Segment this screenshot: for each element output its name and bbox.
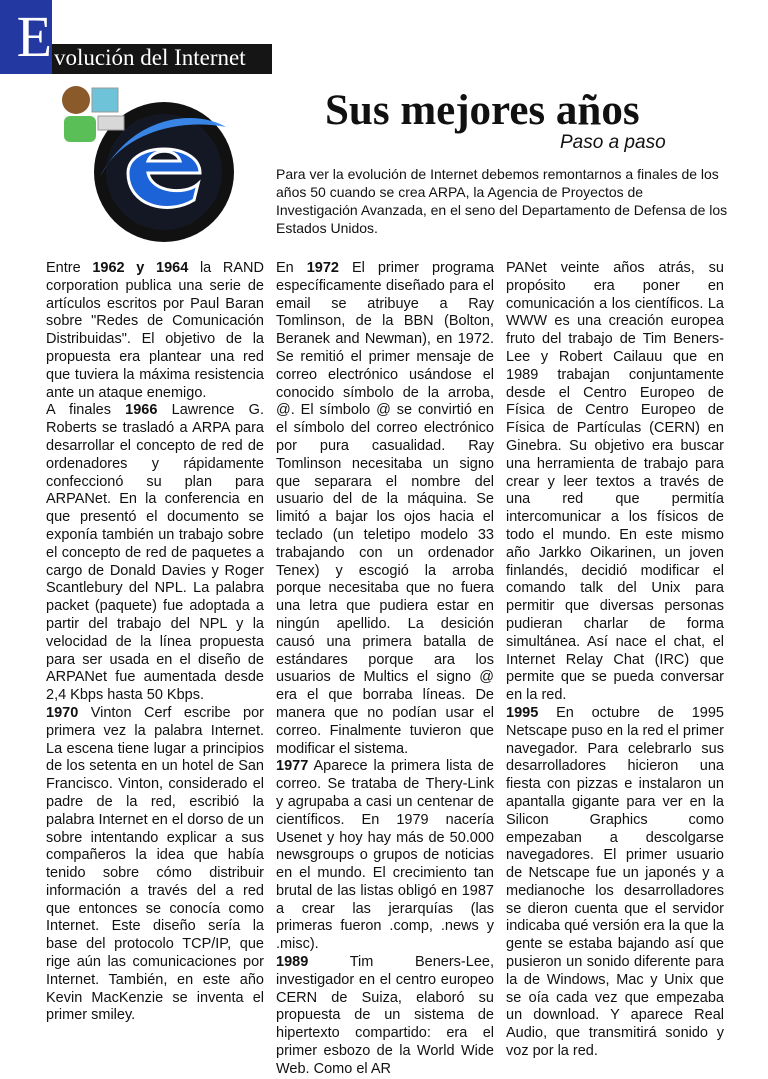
- keyboard-icon: [98, 116, 124, 130]
- kid-head-icon: [62, 86, 90, 114]
- year-1970: 1970: [46, 704, 79, 721]
- year-1977: 1977: [276, 758, 309, 775]
- year-1966: 1966: [125, 402, 158, 419]
- year-1962-1964: 1962 y 1964: [92, 260, 189, 276]
- paragraph-1962: [46, 260, 264, 402]
- paragraph-text: Lawrence G. Roberts se trasladó a ARPA para desarrollar el concepto de red de ordenadores y rápidamente confeccionó su plan para ARPANet. En la conferencia en que presentó el documento se exponía también un trabajo sobre el concepto de red de paquetes a cargo de Donald Davies y Roger Scantlebury del NPL. La palabra packet (paquete) fue adoptada a partir del trabajo del NPL y la velocidad de la línea propuesta para ser usada en el diseño de ARPANet fue aumentada desde 2,4 Kbps hasta 50 Kbps.: [46, 402, 264, 704]
- section-title: volución del Internet: [54, 45, 246, 70]
- paragraph-text: Vinton Cerf escribe por primera vez la palabra Internet. La escena tiene lugar a principios de los setenta en un hotel de San Francisco. Vinton, considerado el padre de la red, escribió la palabra Internet en el dorso de un sobre intentando explicar a sus compañeros la idea que había tenido sobre cómo distribuir información a través del a red que entonces se conocía como Internet. Este diseño sería la base del protocolo TCP/IP, que rige aún las comunicaciones por Internet. También, en este año Kevin MacKenzie se inventa el primer smiley.: [46, 704, 264, 1024]
- paragraph-text: Tim Beners-Lee, investigador en el centro europeo CERN de Suiza, elaboró su propuesta de un sistema de hipertexto compartido: era el primer esbozo de la World Wide Web. Como el AR: [276, 954, 494, 1077]
- year-1972: 1972: [306, 260, 339, 276]
- year-1995: 1995: [506, 704, 539, 721]
- paragraph-1977: [276, 758, 494, 954]
- paragraph-1995: [506, 705, 724, 1061]
- paragraph-prefix: Entre: [46, 260, 93, 276]
- article-column-1: [46, 260, 264, 1024]
- paragraph-1989: [276, 954, 494, 1079]
- paragraph-1970: [46, 705, 264, 1025]
- intro-paragraph: Para ver la evolución de Internet debemos remontarnos a finales de los años 50 cuando se crea ARPA, la Agencia de Proyectos de Investigación Avanzada, en el seno del Departamento de Defensa de los Estados Unidos.: [276, 166, 728, 236]
- paragraph-prefix: A finales: [46, 402, 126, 419]
- paragraph-1966: [46, 402, 264, 705]
- page-title: Sus mejores años: [325, 87, 640, 134]
- paragraph-text: En octubre de 1995 Netscape puso en la red el primer navegador. Para celebrarlo sus desarrolladores hicieron una fiesta con pizzas e instalaron un apantalla gigante para ver en la Silicon Graphics como empezaban a descolgarse navegadores. El primer usuario de Netscape fue un japonés y a medianoche los desarrolladores se dieron cuenta que el servidor indicaba qué versión era la que la gente se estaba bajando así que pusieron un sonido diferente para la de Windows, Mac y Unix que se oía cada vez que empezaba un download. Y aparece Real Audio, que transmitirá sonido y voz por la red.: [506, 704, 724, 1060]
- section-header: [0, 0, 272, 74]
- article-column-3: [506, 260, 724, 1060]
- internet-explorer-logo: [56, 82, 238, 242]
- paragraph-text: PANet veinte años atrás, su propósito era poner en comunicación a los científicos. La WWW es una creación europea fruto del trabajo de Tim Beners-Lee y Robert Cailauu que en 1989 trabajan conjuntamente desde el Centro Europeo de Física de Centro Europeo de Física de Partículas (CERN) en Ginebra. Su objetivo era buscar una herramienta de trabajo para crear y leer textos a través de una red que permitía intercomunicar a los físicos de todo el mundo. En este mismo año Jarkko Oikarinen, un joven finlandés, decidió modificar el comando talk del Unix para permitir que diversas personas pudieran charlar de forma simultánea. Así nace el chat, el Internet Relay Chat (IRC) que permite que se pueda conversar en la red.: [506, 260, 724, 704]
- paragraph-text: Aparece la primera lista de correo. Se trataba de Thery-Link y agrupaba a casi un centenar de científicos. En 1979 nacería Usenet y hoy hay más de 50.000 newsgroups o grupos de noticias en el mundo. El crecimiento tan brutal de las listas obligó en 1987 a crear las jerarquías (las primeras fueron .comp, .news y .misc).: [276, 758, 494, 953]
- paragraph-text: El primer programa específicamente diseñado para el email se atribuye a Ray Tomlinson, de la BBN (Bolton, Beranek and Newman), en 1972. Se remitió el primer mensaje de correo electrónico usándose el conocido símbolo de la arroba, @. El símbolo @ se convirtió en el símbolo del correo electrónico por pura casualidad. Ray Tomlinson necesitaba un signo que separara el nombre del usuario del de la máquina. Se limitó a bajar los ojos hacia el teclado (un teletipo modelo 33 trabajando con un ordenador Tenex) y escogió la arroba porque necesitaba que no fuera una letra que pudiera estar en ningún apellido. La desición causó una primera batalla de estándares porque ara los usuarios de Multics el signo @ era el que borraba líneas. De manera que no podían usar el correo. Finalmente tuvieron que modificar el sistema.: [276, 260, 495, 757]
- paragraph-text: la RAND corporation publica una serie de artículos escritos por Paul Baran sobre "Redes de Comunicación Distribuidas". El objetivo de la propuesta era plantear una red que tuviera la máxima resistencia ante un ataque enemigo.: [46, 260, 265, 401]
- section-initial: E: [0, 0, 52, 74]
- kid-body-icon: [64, 116, 96, 142]
- year-1989: 1989: [276, 954, 309, 971]
- computer-monitor-icon: [92, 88, 118, 112]
- article-column-2: [276, 260, 495, 1077]
- paragraph-1972: [276, 260, 494, 758]
- paragraph-arpanet-continuation: [506, 260, 724, 705]
- paragraph-prefix: En: [276, 260, 307, 276]
- page-subtitle: Paso a paso: [560, 132, 666, 153]
